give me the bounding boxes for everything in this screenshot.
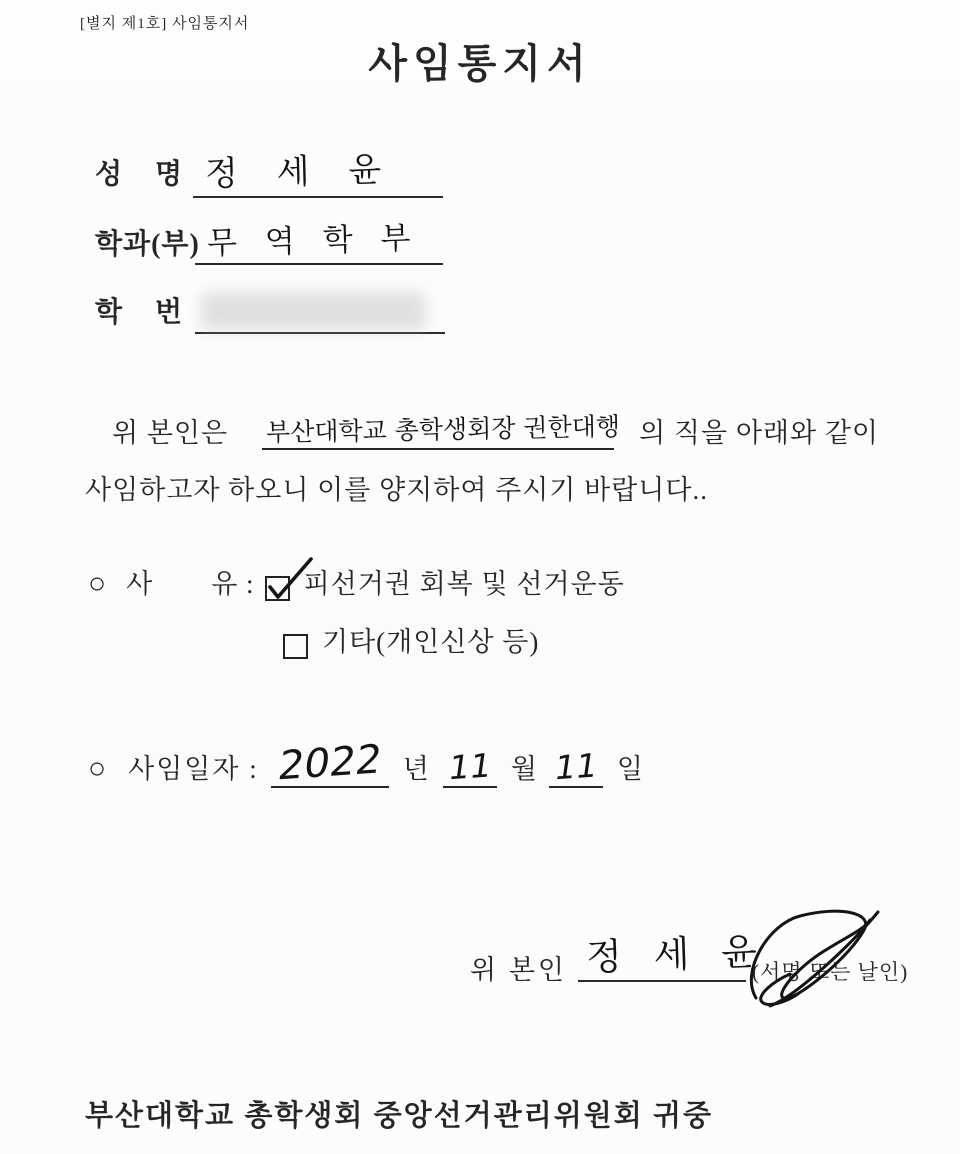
day-handwritten: 11 <box>551 745 600 788</box>
signature-prefix: 위 본인 <box>470 955 567 985</box>
position-blank-underline <box>262 408 620 450</box>
check-mark-icon <box>263 551 317 605</box>
reason-option-1-label: 피선거권 회복 및 선거운동 <box>303 569 625 599</box>
reason-option-2-label: 기타(개인신상 등) <box>322 627 540 657</box>
reason-label-second: 유 : <box>211 569 255 599</box>
day-underline <box>549 742 603 788</box>
body-line-1 <box>112 408 879 450</box>
body-line-2: 사임하고자 하오니 이를 양지하여 주시기 바랍니다.. <box>85 475 708 505</box>
field-row-student-id <box>95 290 183 330</box>
month-underline <box>443 742 497 788</box>
page-title: 사임통지서 <box>368 41 592 86</box>
reason-row-2 <box>283 620 539 659</box>
reason-row <box>88 562 625 601</box>
date-label: 사임일자 : <box>128 754 259 784</box>
signature-suffix: (서명 또는 날인) <box>752 960 909 984</box>
position-handwritten-value: 부산대학교 총학생회장 권한대행 <box>265 411 620 448</box>
signature-underline <box>578 918 768 982</box>
year-handwritten: 2022 <box>274 736 385 790</box>
department-underline <box>195 219 443 265</box>
name-label: 성 명 <box>95 159 184 190</box>
signature-handwritten-name: 정 세 윤 <box>585 929 768 980</box>
month-handwritten: 11 <box>445 745 494 788</box>
student-id-redaction-blur <box>201 292 426 330</box>
year-underline <box>271 736 389 788</box>
reason-label-first: 사 <box>126 569 154 599</box>
reason-bullet: ○ <box>88 567 107 600</box>
signature-scrawl <box>738 898 888 1010</box>
year-unit: 년 <box>402 754 429 784</box>
body-line1-suffix: 의 직을 아래와 같이 <box>639 418 879 448</box>
day-unit: 일 <box>616 754 643 784</box>
field-row-department <box>95 222 200 262</box>
name-underline <box>193 149 443 198</box>
checkbox-election-rights <box>265 576 290 601</box>
resign-date-row <box>88 738 643 788</box>
department-label: 학과(부) <box>95 229 200 260</box>
form-reference: [별지 제1호] 사임통지서 <box>80 16 250 32</box>
date-bullet: ○ <box>88 752 107 785</box>
student-id-label: 학 번 <box>95 297 184 328</box>
department-handwritten-value: 무 역 학 부 <box>206 220 420 262</box>
field-row-name <box>95 152 183 192</box>
month-unit: 월 <box>510 754 537 784</box>
addressee-line: 부산대학교 총학생회 중앙선거관리위원회 귀중 <box>85 1100 714 1132</box>
name-handwritten-value: 정 세 윤 <box>204 149 396 195</box>
checkbox-other <box>283 634 308 659</box>
body-line1-prefix: 위 본인은 <box>112 418 229 448</box>
student-id-underline <box>195 288 445 334</box>
